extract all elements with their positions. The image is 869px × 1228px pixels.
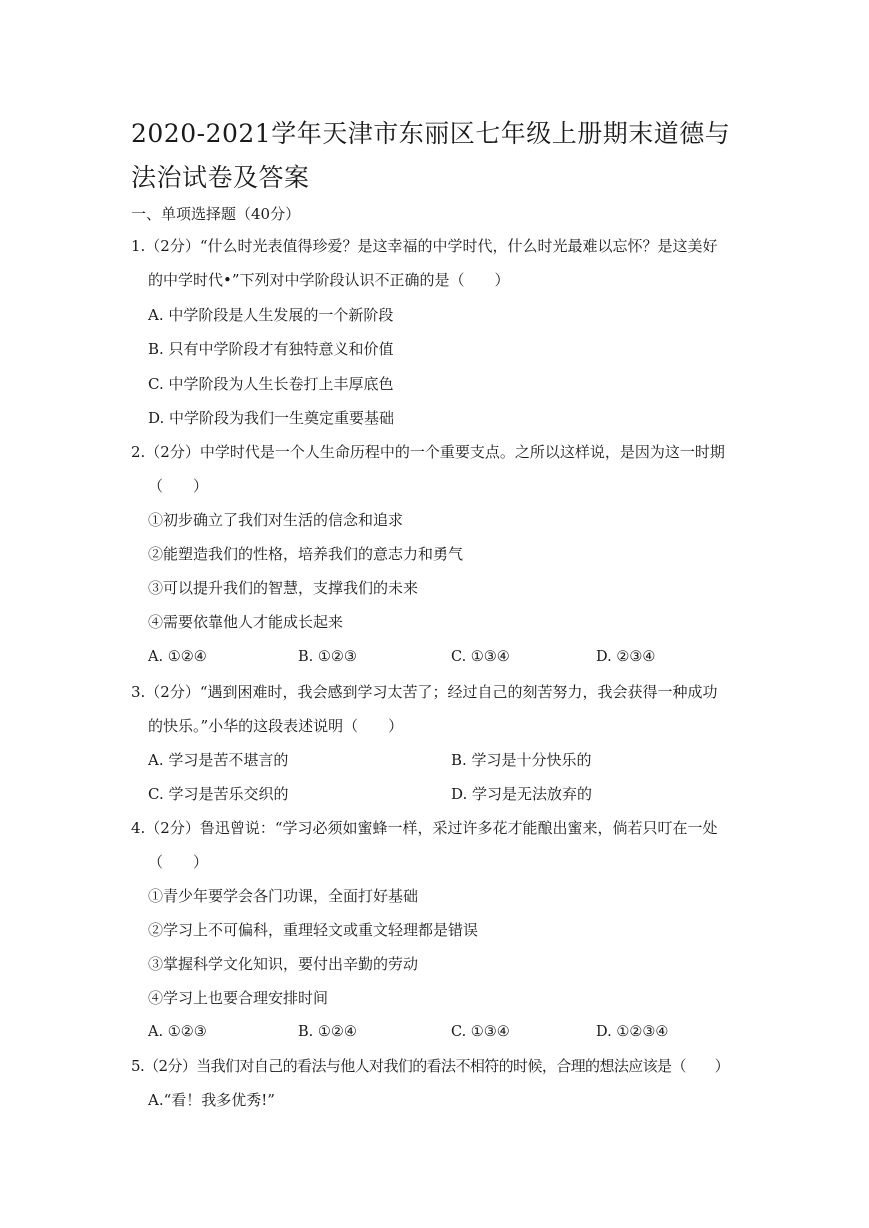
question-1-option-a: A. 中学阶段是人生发展的一个新阶段 xyxy=(148,306,394,324)
question-3-option-a: A. 学习是苦不堪言的 xyxy=(148,751,289,769)
question-2-statement-2: ②能塑造我们的性格，培养我们的意志力和勇气 xyxy=(148,545,464,563)
question-3-option-c: C. 学习是苦乐交织的 xyxy=(148,785,289,803)
question-1-stem-line2: 的中学时代•”下列对中学阶段认识不正确的是（ ） xyxy=(148,271,510,289)
question-4-statement-2: ②学习上不可偏科，重理轻文或重文轻理都是错误 xyxy=(148,921,479,939)
question-1-option-d: D. 中学阶段为我们一生奠定重要基础 xyxy=(148,409,395,427)
question-4-statement-4: ④学习上也要合理安排时间 xyxy=(148,989,329,1007)
question-2-option-b: B. ①②③ xyxy=(298,649,357,665)
question-4-option-b: B. ①②④ xyxy=(298,1024,357,1040)
question-5-option-a: A.“看！我多优秀!” xyxy=(148,1091,275,1109)
question-3-option-b: B. 学习是十分快乐的 xyxy=(451,751,592,769)
question-1-stem-line1: 1.（2分）“什么时光表值得珍爱？是这幸福的中学时代，什么时光最难以忘怀？是这美好 xyxy=(131,237,718,255)
question-2-statement-3: ③可以提升我们的智慧，支撑我们的未来 xyxy=(148,579,419,597)
question-4-statement-1: ①青少年要学会各门功课，全面打好基础 xyxy=(148,887,419,905)
question-4-option-d: D. ①②③④ xyxy=(596,1024,669,1040)
question-3-stem-line1: 3.（2分）“遇到困难时，我会感到学习太苦了；经过自己的刻苦努力，我会获得一种成功 xyxy=(131,683,718,701)
question-2-stem-line1: 2.（2分）中学时代是一个人生命历程中的一个重要支点。之所以这样说，是因为这一时期 xyxy=(131,443,725,461)
question-2-stem-line2: （ ） xyxy=(148,477,209,495)
question-2-statement-1: ①初步确立了我们对生活的信念和追求 xyxy=(148,511,404,529)
section-heading: 一、单项选择题（40分） xyxy=(131,205,301,223)
question-3-option-d: D. 学习是无法放弃的 xyxy=(451,785,593,803)
question-2-statement-4: ④需要依靠他人才能成长起来 xyxy=(148,613,344,631)
question-4-stem-line2: （ ） xyxy=(148,853,209,871)
question-5-stem-line1: 5.（2分）当我们对自己的看法与他人对我们的看法不相符的时候，合理的想法应该是（ ） xyxy=(131,1057,730,1075)
question-2-option-c: C. ①③④ xyxy=(451,649,510,665)
question-2-option-a: A. ①②④ xyxy=(148,649,207,665)
question-4-option-a: A. ①②③ xyxy=(148,1024,207,1040)
question-4-stem-line1: 4.（2分）鲁迅曾说：“学习必须如蜜蜂一样，采过许多花才能酿出蜜来，倘若只叮在一处 xyxy=(131,819,718,837)
question-3-stem-line2: 的快乐。”小华的这段表述说明（ ） xyxy=(148,717,404,735)
question-4-statement-3: ③掌握科学文化知识，要付出辛勤的劳动 xyxy=(148,955,419,973)
question-4-option-c: C. ①③④ xyxy=(451,1024,510,1040)
page-title: 2020-2021学年天津市东丽区七年级上册期末道德与法治试卷及答案 xyxy=(131,119,731,192)
question-2-option-d: D. ②③④ xyxy=(596,649,656,665)
question-1-option-b: B. 只有中学阶段才有独特意义和价值 xyxy=(148,340,394,358)
question-1-option-c: C. 中学阶段为人生长卷打上丰厚底色 xyxy=(148,375,394,393)
